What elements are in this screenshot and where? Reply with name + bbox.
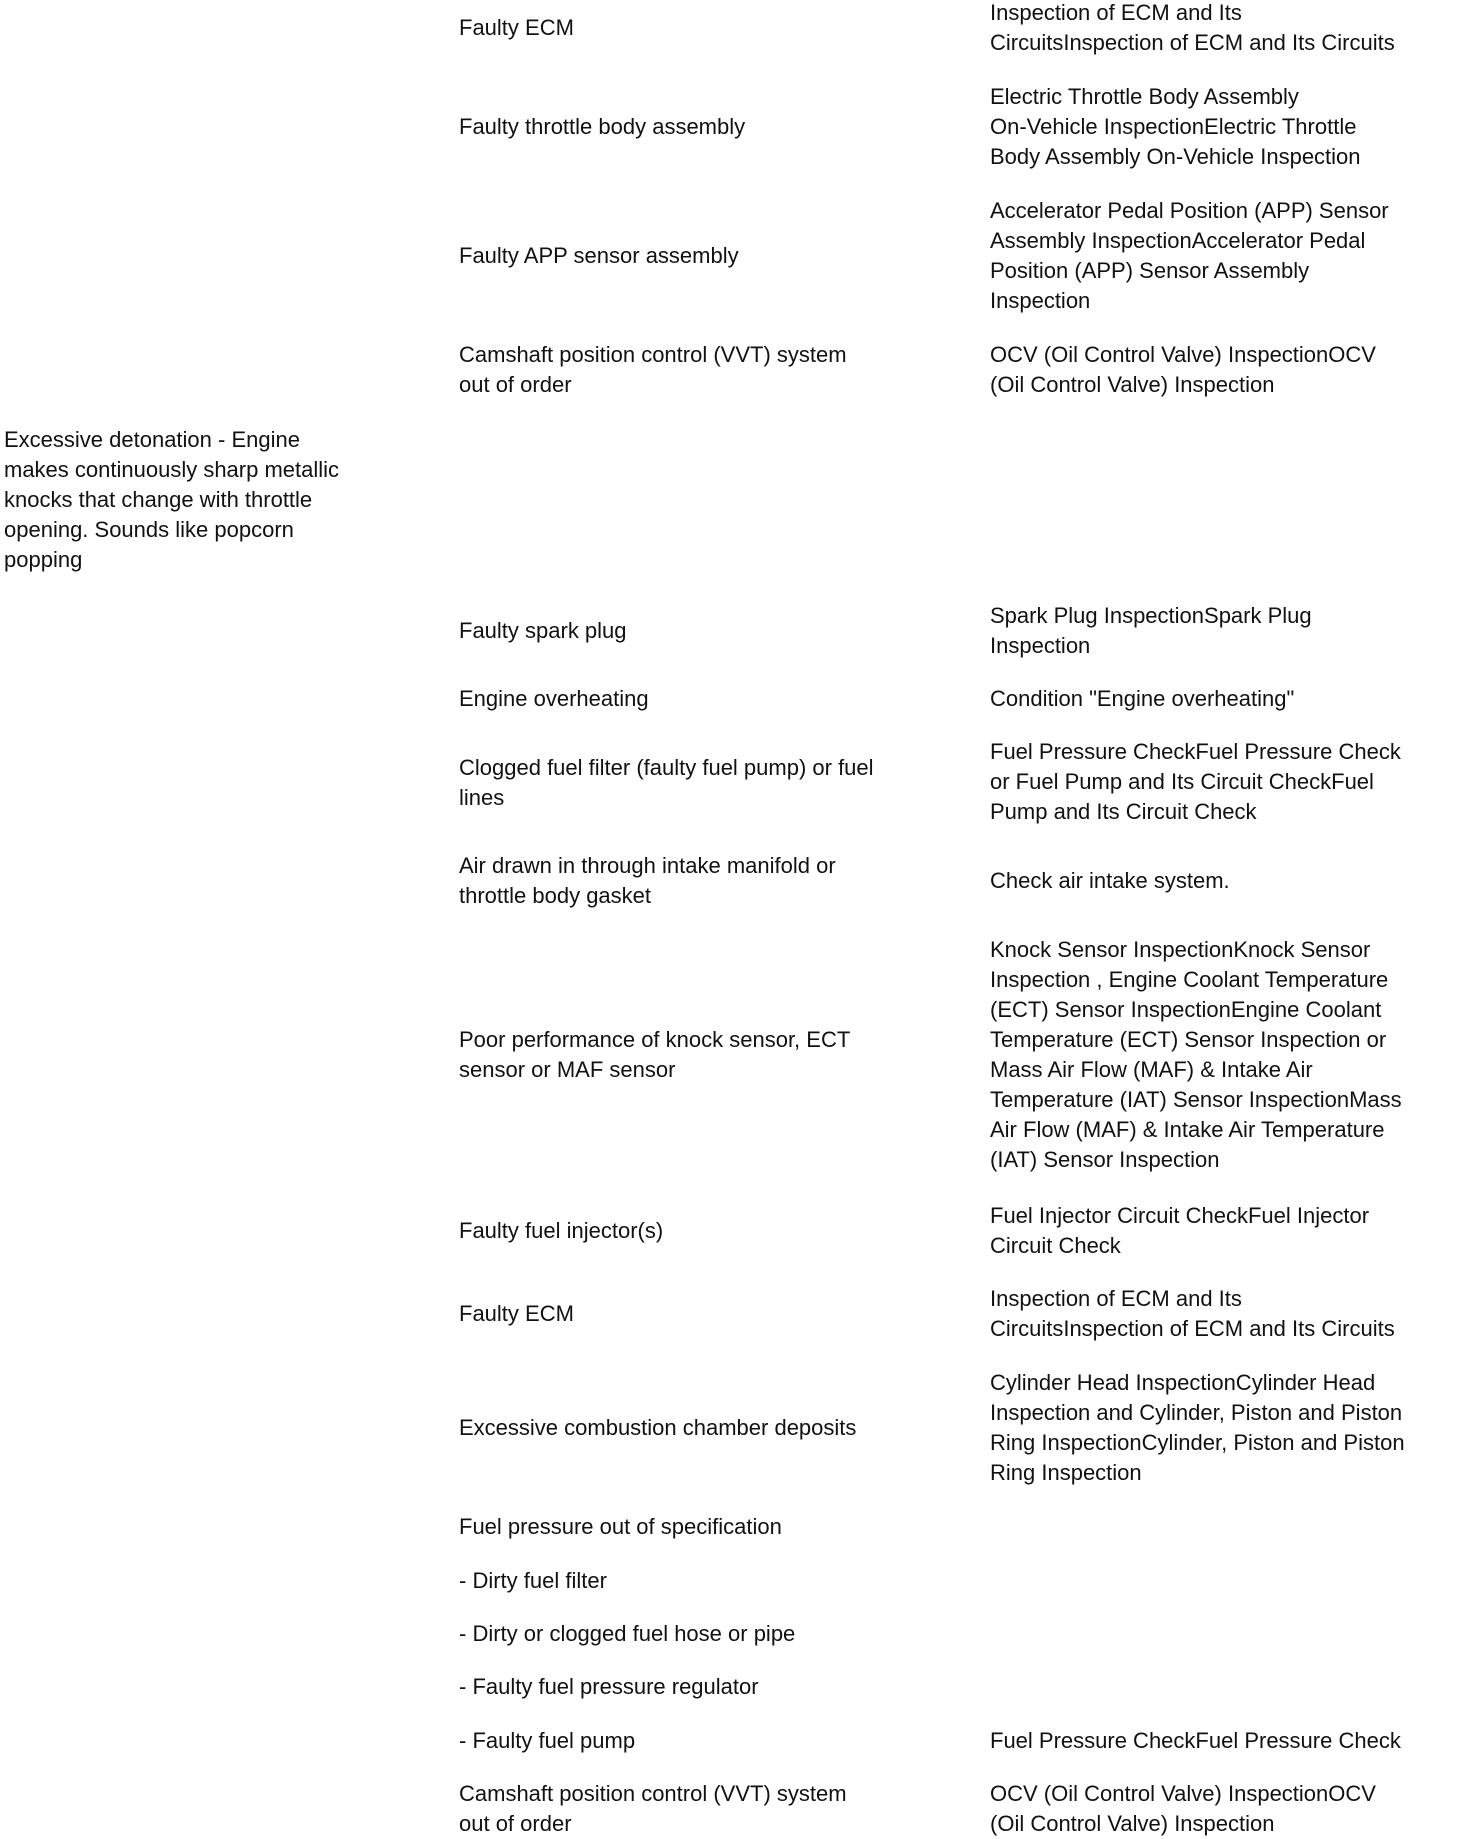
action-text: Fuel Injector Circuit CheckFuel Injector Circuit Check [990,1203,1370,1258]
action-text: OCV (Oil Control Valve) InspectionOCV (Oil Control Valve) Inspection [990,1781,1376,1836]
cause-text: Excessive combustion chamber deposits [459,1415,857,1440]
action-text: Fuel Pressure CheckFuel Pressure Check or Fuel Pump and Its Circuit CheckFuel Pump and Its Circuit Check [990,739,1401,824]
action-text: Inspection of ECM and Its CircuitsInspection of ECM and Its Circuits [990,0,1395,55]
cause-text: Camshaft position control (VVT) system out of order [459,342,847,397]
action-text: Accelerator Pedal Position (APP) Sensor Assembly InspectionAccelerator Pedal Position (APP) Sensor Assembly Inspection [990,198,1389,313]
cause-text: Faulty APP sensor assembly [459,243,739,268]
action-text: Spark Plug InspectionSpark Plug Inspection [990,603,1312,658]
cause-text: Faulty ECM [459,15,574,40]
action-text: OCV (Oil Control Valve) InspectionOCV (Oil Control Valve) Inspection [990,342,1376,397]
action-text: Inspection of ECM and Its CircuitsInspection of ECM and Its Circuits [990,1286,1395,1341]
symptom-text: Excessive detonation - Engine makes continuously sharp metallic knocks that change with throttle opening. Sounds like popcorn popping [4,427,340,572]
cause-text: Air drawn in through intake manifold or throttle body gasket [459,853,836,908]
action-text: Knock Sensor InspectionKnock Sensor Inspection , Engine Coolant Temperature (ECT) Sensor InspectionEngine Coolant Temperature (ECT) Sensor Inspection or Mass Air Flow (MAF) & Intake Air Temperature (IAT) Sensor InspectionMass Air Flow (MAF) & Intake Air Temperature (IAT) Sensor Inspection [990,937,1402,1172]
cause-text: - Faulty fuel pressure regulator [459,1674,759,1699]
action-text: Cylinder Head InspectionCylinder Head Inspection and Cylinder, Piston and Piston Ring InspectionCylinder, Piston and Piston Ring Inspection [990,1370,1405,1485]
action-text: Check air intake system. [990,868,1230,893]
cause-text: Faulty fuel injector(s) [459,1218,664,1243]
action-text: Condition "Engine overheating" [990,686,1295,711]
cause-text: Faulty throttle body assembly [459,114,746,139]
action-text: Fuel Pressure CheckFuel Pressure Check [990,1728,1401,1753]
cause-text: Fuel pressure out of specification [459,1514,782,1539]
cause-text: Clogged fuel filter (faulty fuel pump) or fuel lines [459,755,874,810]
cause-text: - Faulty fuel pump [459,1728,636,1753]
cause-text: Poor performance of knock sensor, ECT sensor or MAF sensor [459,1027,851,1082]
cause-text: Camshaft position control (VVT) system out of order [459,1781,847,1836]
cause-text: - Dirty or clogged fuel hose or pipe [459,1621,796,1646]
cause-text: Faulty spark plug [459,618,627,643]
cause-text: Engine overheating [459,686,649,711]
action-text: Electric Throttle Body Assembly On-Vehicle InspectionElectric Throttle Body Assembly On-Vehicle Inspection [990,84,1361,169]
cause-text: - Dirty fuel filter [459,1568,607,1593]
cause-text: Faulty ECM [459,1301,574,1326]
